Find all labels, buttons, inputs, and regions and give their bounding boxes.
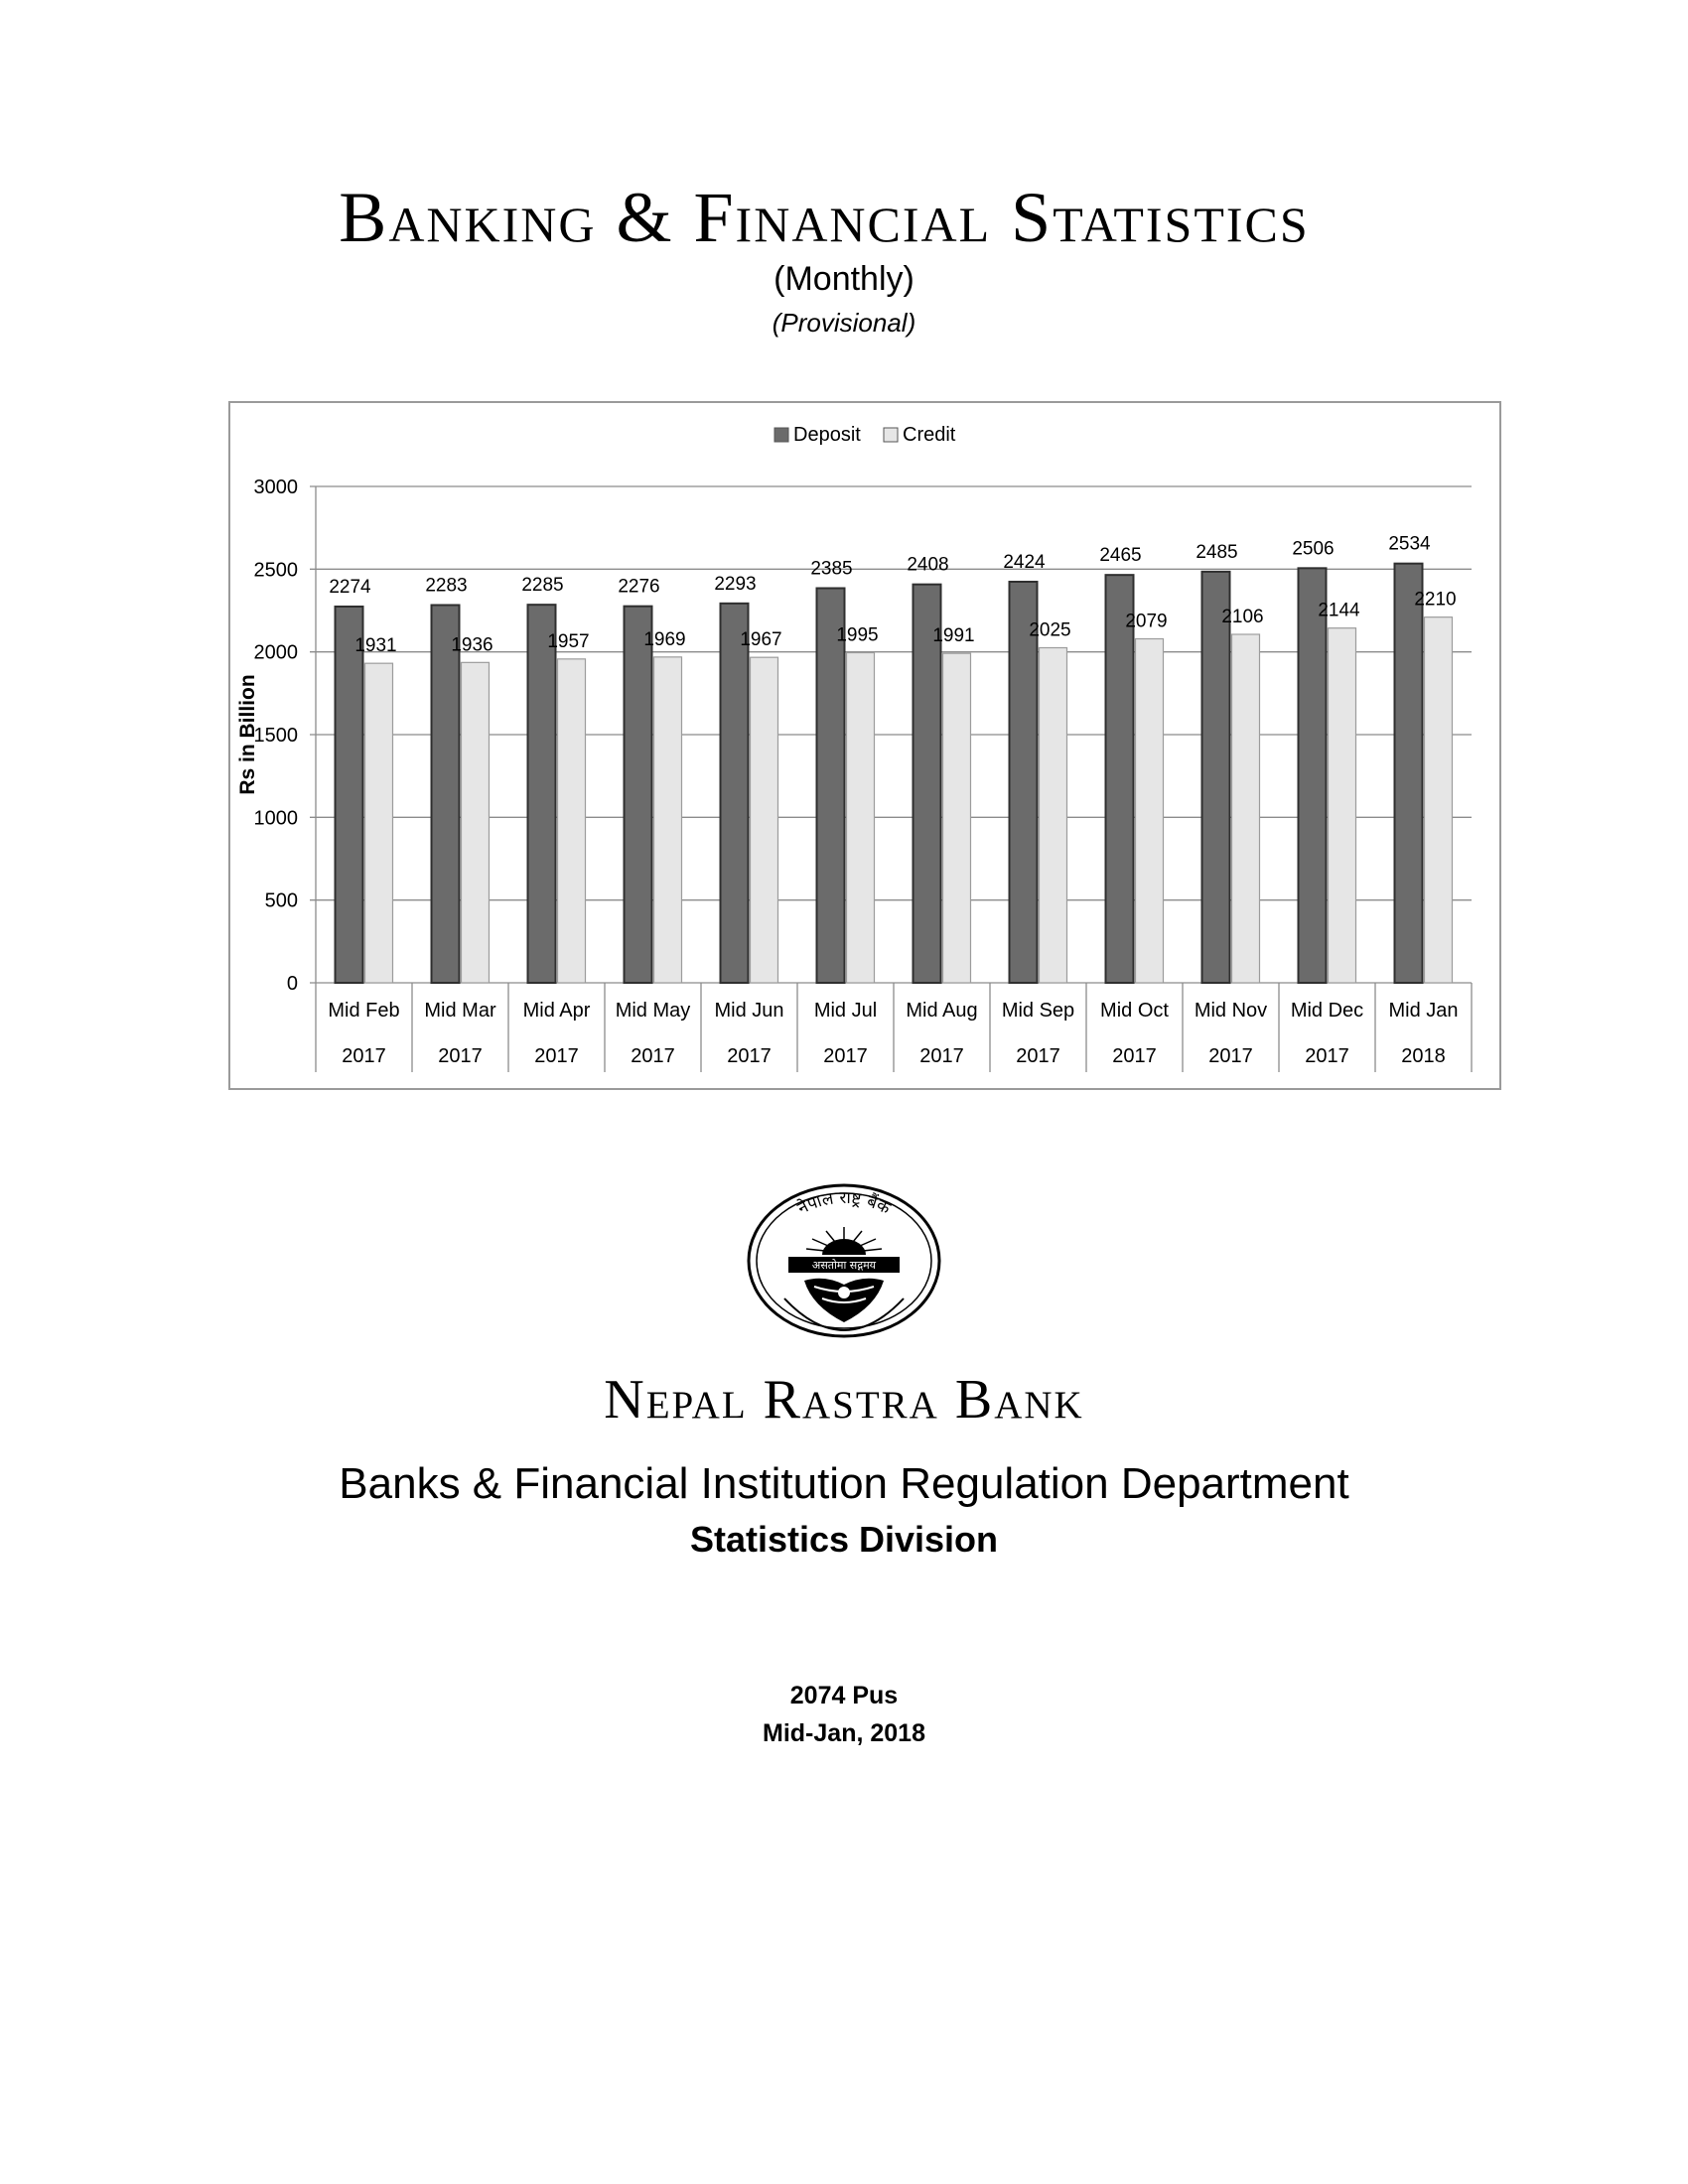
credit-bar [462,662,490,983]
x-tick-label-year: 2018 [1401,1045,1446,1067]
deposit-bar [432,606,460,984]
deposit-bar [817,589,845,984]
x-tick-label-month: Mid Dec [1290,1000,1364,1022]
seal-motto: असतोमा सद्गमय [811,1259,877,1272]
deposit-data-label: 2424 [1003,552,1046,573]
x-tick-label-month: Mid Jul [813,1000,878,1022]
division-name: Statistics Division [689,1519,999,1560]
credit-data-label: 1991 [932,625,975,647]
bank-name: Nepal Rastra Bank [604,1369,1084,1431]
credit-bar [1232,634,1260,983]
y-axis-label: Rs in Billion [236,674,259,795]
credit-data-label: 2144 [1318,600,1360,621]
report-frequency: (Monthly) [774,260,914,298]
credit-data-label: 1957 [547,630,590,652]
x-tick-label-month: Mid Jun [714,1000,784,1022]
x-tick-label-year: 2017 [1208,1045,1253,1067]
x-tick-label-month: Mid Nov [1194,1000,1268,1022]
legend-swatch-credit [884,428,898,442]
deposit-data-label: 2534 [1388,533,1431,555]
credit-bar [654,657,682,983]
deposit-bar [336,607,363,983]
deposit-credit-chart [228,401,1501,1090]
credit-data-label: 2106 [1221,607,1264,627]
y-tick-label: 0 [286,973,298,995]
credit-bar [1136,639,1164,984]
credit-bar [1040,648,1067,984]
deposit-data-label: 2465 [1099,545,1142,567]
y-tick-label: 1500 [253,725,298,747]
deposit-bar [1299,568,1327,983]
y-tick-label: 500 [264,889,298,912]
x-tick-label-year: 2017 [1305,1045,1349,1067]
report-title: Banking & Financial Statistics [339,178,1310,257]
credit-bar [751,657,778,983]
y-tick-label: 2000 [253,641,298,664]
credit-data-label: 1967 [740,629,782,651]
legend-label-credit: Credit [903,424,956,446]
credit-bar [943,653,971,983]
x-tick-label-year: 2017 [823,1045,868,1067]
x-tick-label-year: 2017 [919,1045,964,1067]
deposit-data-label: 2385 [810,558,853,580]
chart-canvas [230,403,1499,1088]
x-tick-label-year: 2017 [1016,1045,1060,1067]
x-tick-label-year: 2017 [342,1045,386,1067]
y-tick-label: 1000 [253,807,298,830]
credit-bar [1425,617,1453,983]
deposit-bar [721,604,749,983]
department-name: Banks & Financial Institution Regulation Department [339,1459,1349,1508]
legend-label-deposit: Deposit [793,424,861,446]
x-tick-label-year: 2017 [631,1045,675,1067]
credit-bar [558,659,586,983]
x-tick-label-month: Mid Oct [1100,1000,1169,1022]
x-tick-label-year: 2017 [1112,1045,1157,1067]
deposit-data-label: 2506 [1292,538,1335,560]
credit-data-label: 1969 [643,628,686,650]
legend-swatch-deposit [774,428,788,442]
deposit-bar [1010,582,1038,983]
x-tick-label-year: 2017 [727,1045,772,1067]
nepali-date: 2074 Pus [789,1682,899,1709]
credit-bar [1329,628,1356,983]
english-date: Mid-Jan, 2018 [763,1719,925,1747]
x-tick-label-month: Mid Feb [328,1000,400,1022]
deposit-bar [1202,572,1230,983]
credit-bar [847,653,875,984]
report-status: (Provisional) [772,308,916,338]
deposit-data-label: 2485 [1196,541,1238,563]
bank-seal-logo [745,1181,943,1345]
deposit-data-label: 2283 [425,575,468,597]
seal-top-text: नेपाल राष्ट्र बैंक [794,1187,894,1219]
deposit-data-label: 2293 [714,573,757,595]
deposit-bar [625,607,652,983]
x-tick-label-month: Mid Jan [1388,1000,1459,1022]
x-tick-label-month: Mid Aug [906,1000,978,1022]
deposit-data-label: 2276 [618,576,660,598]
x-tick-label-month: Mid May [615,1000,691,1022]
credit-data-label: 1931 [354,635,397,657]
x-tick-label-month: Mid Apr [522,1000,591,1022]
y-tick-label: 3000 [253,477,298,498]
x-tick-label-month: Mid Sep [1001,1000,1075,1022]
deposit-bar [1395,564,1423,983]
credit-data-label: 2025 [1029,619,1071,641]
x-tick-label-year: 2017 [438,1045,483,1067]
deposit-data-label: 2408 [907,554,949,576]
x-tick-label-year: 2017 [534,1045,579,1067]
credit-data-label: 2210 [1414,589,1457,611]
credit-bar [365,663,393,983]
credit-data-label: 1936 [451,634,493,656]
credit-data-label: 2079 [1125,611,1168,632]
deposit-data-label: 2285 [521,575,564,597]
y-tick-label: 2500 [253,559,298,582]
deposit-bar [1106,575,1134,983]
x-tick-label-month: Mid Mar [424,1000,496,1022]
credit-data-label: 1995 [836,624,879,646]
deposit-bar [528,605,556,983]
deposit-data-label: 2274 [329,577,371,598]
